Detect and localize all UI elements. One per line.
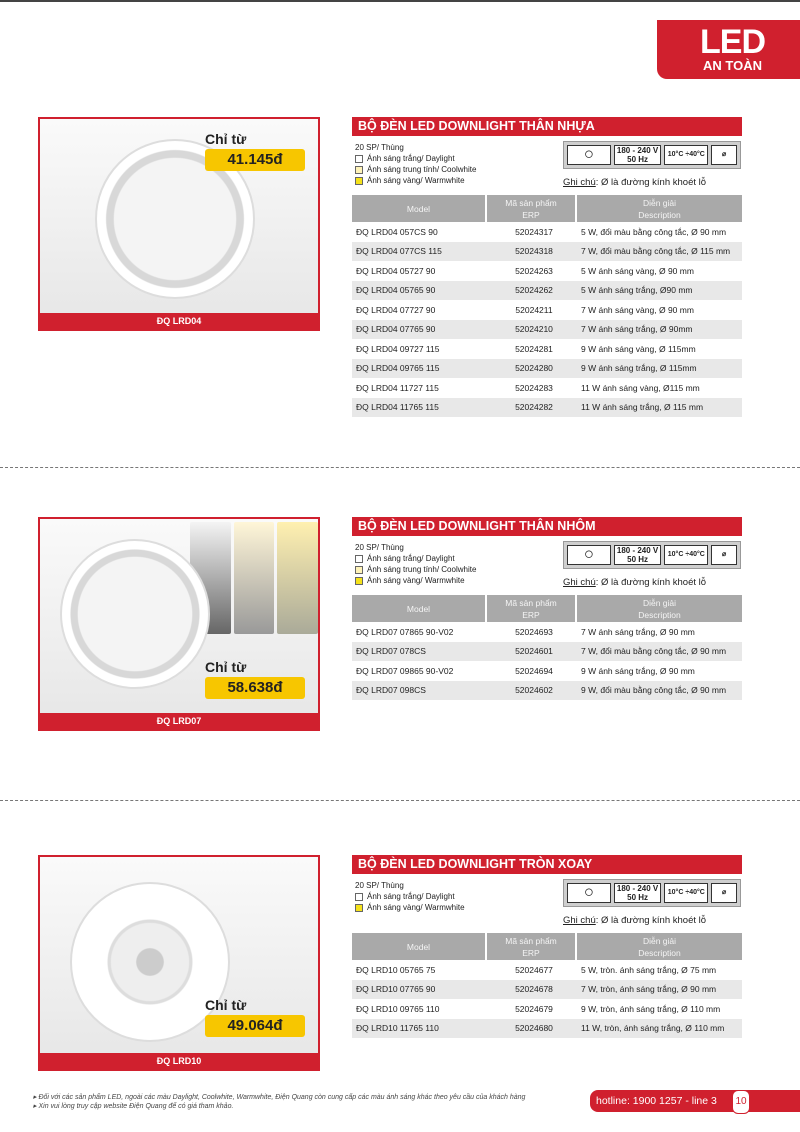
color-swatch-icon <box>355 577 363 585</box>
temperature-spec: 10°C ÷40°C <box>664 145 708 165</box>
model-cell: ĐQ LRD04 11765 115 <box>352 398 487 418</box>
color-swatch-icon <box>355 904 363 912</box>
table-row <box>352 622 742 642</box>
table-row <box>352 681 742 701</box>
erp-cell: 52024317 <box>515 226 553 237</box>
description-cell: 5 W ánh sáng trắng, Ø90 mm <box>577 281 742 301</box>
erp-cell: 52024263 <box>515 265 553 276</box>
cutout-diameter-icon: ◯ <box>567 545 611 565</box>
page-number: 10 <box>732 1090 750 1114</box>
section-divider <box>0 467 800 468</box>
product-code-caption: ĐQ LRD10 <box>40 1053 318 1069</box>
note: Ghi chú: Ø là đường kính khoét lỗ <box>563 177 707 188</box>
lifetime-icon: ⌀ <box>711 145 737 165</box>
description-cell: 5 W, tròn. ánh sáng trắng, Ø 75 mm <box>581 964 717 975</box>
description-cell: 11 W, tròn, ánh sáng trắng, Ø 110 mm <box>577 1019 742 1039</box>
model-cell: ĐQ LRD04 077CS 115 <box>352 242 487 262</box>
packaging-info: 20 SP/ Thùng Ánh sáng trắng/ Daylight Ánh sáng trung tính/ Coolwhite Ánh sáng vàng/ Warmwhite <box>355 143 477 185</box>
table-row <box>352 242 742 262</box>
erp-cell: 52024678 <box>487 980 577 1000</box>
product-code-caption: ĐQ LRD07 <box>40 713 318 729</box>
description-cell: 11 W ánh sáng vàng, Ø115 mm <box>581 382 700 393</box>
section-title: BỘ ĐÈN LED DOWNLIGHT THÂN NHỰA <box>352 117 742 136</box>
col-erp: Mã sản phẩm ERP <box>487 933 577 960</box>
table-row <box>352 378 742 398</box>
model-cell: ĐQ LRD04 05765 90 <box>352 281 487 301</box>
table-row <box>352 999 742 1019</box>
top-border <box>0 0 800 2</box>
description-cell: 7 W, đổi màu bằng công tắc, Ø 90 mm <box>577 642 742 662</box>
packaging-info: 20 SP/ Thùng Ánh sáng trắng/ Daylight Ánh sáng vàng/ Warmwhite <box>355 881 465 912</box>
table-header <box>352 595 742 622</box>
price-value: 58.638đ <box>205 677 305 699</box>
footer-notes: ▸ Đối với các sản phẩm LED, ngoài các màu Daylight, Coolwhite, Warmwhite, Điện Quang còn cung cấp các màu ánh sáng khác theo yêu cầu của khách hàng ▸ Xin vui lòng truy cập website Điện Quang để có giá tham khảo. <box>33 1094 526 1110</box>
price-badge: Chỉ từ 41.145đ <box>205 131 305 171</box>
light-option: Ánh sáng trung tính/ Coolwhite <box>355 564 476 575</box>
color-swatch-icon <box>355 566 363 574</box>
spec-icons <box>563 879 741 907</box>
table-row <box>352 261 742 281</box>
product-table <box>352 933 742 1038</box>
model-cell: ĐQ LRD04 09765 115 <box>352 359 487 379</box>
footer-note: Đối với các sản phẩm LED, ngoài các màu Daylight, Coolwhite, Warmwhite, Điện Quang còn cung cấp các màu ánh sáng khác theo yêu cầu của khách hàng <box>38 1094 526 1101</box>
product-card <box>38 855 320 1071</box>
model-cell: ĐQ LRD04 05727 90 <box>356 265 436 276</box>
erp-cell: 52024318 <box>487 242 577 262</box>
col-description: Diễn giải Description <box>577 595 742 622</box>
note: Ghi chú: Ø là đường kính khoét lỗ <box>563 577 707 588</box>
description-cell: 7 W ánh sáng trắng, Ø 90 mm <box>581 626 695 637</box>
model-cell: ĐQ LRD04 07727 90 <box>356 304 436 315</box>
light-option: Ánh sáng trắng/ Daylight <box>355 553 476 564</box>
model-cell: ĐQ LRD07 09865 90-V02 <box>356 665 454 676</box>
footer-note: Xin vui lòng truy cập website Điện Quang để có giá tham khảo. <box>38 1103 234 1110</box>
description-cell: 7 W ánh sáng vàng, Ø 90 mm <box>581 304 694 315</box>
product-table <box>352 595 742 700</box>
erp-cell: 52024680 <box>487 1019 577 1039</box>
model-cell: ĐQ LRD04 07765 90 <box>352 320 487 340</box>
erp-cell: 52024677 <box>515 964 553 975</box>
description-cell: 7 W, đổi màu bằng công tắc, Ø 115 mm <box>577 242 742 262</box>
spec-icons <box>563 141 741 169</box>
description-cell: 7 W, tròn, ánh sáng trắng, Ø 90 mm <box>577 980 742 1000</box>
erp-cell: 52024282 <box>487 398 577 418</box>
erp-cell: 52024602 <box>487 681 577 701</box>
cutout-diameter-icon: ◯ <box>567 145 611 165</box>
description-cell: 9 W, đổi màu bằng công tắc, Ø 90 mm <box>577 681 742 701</box>
description-cell: 9 W ánh sáng vàng, Ø 115mm <box>581 343 696 354</box>
col-model: Model <box>352 195 487 222</box>
cutout-diameter-icon: ◯ <box>567 883 611 903</box>
price-value: 41.145đ <box>205 149 305 171</box>
color-swatch-icon <box>355 893 363 901</box>
model-cell: ĐQ LRD04 11727 115 <box>356 382 439 393</box>
table-row <box>352 661 742 681</box>
table-row <box>352 281 742 301</box>
erp-cell: 52024283 <box>515 382 553 393</box>
section-title: BỘ ĐÈN LED DOWNLIGHT THÂN NHÔM <box>352 517 742 536</box>
product-code-caption: ĐQ LRD04 <box>40 313 318 329</box>
product-table <box>352 195 742 417</box>
erp-cell: 52024262 <box>487 281 577 301</box>
price-badge: Chỉ từ 58.638đ <box>205 659 305 699</box>
light-option: Ánh sáng vàng/ Warmwhite <box>355 175 476 186</box>
table-row <box>352 339 742 359</box>
table-row <box>352 359 742 379</box>
light-option: Ánh sáng trắng/ Daylight <box>355 891 465 902</box>
erp-cell: 52024211 <box>515 304 553 315</box>
note: Ghi chú: Ø là đường kính khoét lỗ <box>563 915 707 926</box>
spec-icons <box>563 541 741 569</box>
price-value: 49.064đ <box>205 1015 305 1037</box>
description-cell: 5 W ánh sáng vàng, Ø 90 mm <box>581 265 694 276</box>
table-row <box>352 398 742 418</box>
erp-cell: 52024281 <box>515 343 553 354</box>
lifetime-icon: ⌀ <box>711 883 737 903</box>
table-header <box>352 933 742 960</box>
light-option: Ánh sáng vàng/ Warmwhite <box>355 902 465 913</box>
table-row <box>352 222 742 242</box>
table-row <box>352 960 742 980</box>
hotline: hotline: 1900 1257 - line 3 <box>590 1090 800 1112</box>
col-description: Diễn giải Description <box>577 195 742 222</box>
description-cell: 5 W, đổi màu bằng công tắc, Ø 90 mm <box>581 226 727 237</box>
section-divider <box>0 800 800 801</box>
voltage-spec: 180 - 240 V 50 Hz <box>614 883 662 903</box>
erp-cell: 52024601 <box>487 642 577 662</box>
erp-cell: 52024280 <box>487 359 577 379</box>
color-swatch-icon <box>355 166 363 174</box>
model-cell: ĐQ LRD07 098CS <box>352 681 487 701</box>
model-cell: ĐQ LRD07 07865 90-V02 <box>356 626 454 637</box>
packaging-info: 20 SP/ Thùng Ánh sáng trắng/ Daylight Ánh sáng trung tính/ Coolwhite Ánh sáng vàng/ Warmwhite <box>355 543 477 585</box>
temperature-spec: 10°C ÷40°C <box>664 545 708 565</box>
color-swatch-icon <box>355 177 363 185</box>
product-card <box>38 117 320 331</box>
col-erp: Mã sản phẩm ERP <box>487 195 577 222</box>
col-model: Model <box>352 933 487 960</box>
erp-cell: 52024693 <box>515 626 553 637</box>
description-cell: 9 W ánh sáng trắng, Ø 115mm <box>577 359 742 379</box>
table-row <box>352 642 742 662</box>
description-cell: 11 W ánh sáng trắng, Ø 115 mm <box>577 398 742 418</box>
description-cell: 9 W ánh sáng trắng, Ø 90 mm <box>581 665 695 676</box>
model-cell: ĐQ LRD04 057CS 90 <box>356 226 438 237</box>
col-description: Diễn giải Description <box>577 933 742 960</box>
light-option: Ánh sáng vàng/ Warmwhite <box>355 575 476 586</box>
light-option: Ánh sáng trắng/ Daylight <box>355 153 476 164</box>
color-swatch-icon <box>355 555 363 563</box>
model-cell: ĐQ LRD10 11765 110 <box>352 1019 487 1039</box>
description-cell: 9 W, tròn, ánh sáng trắng, Ø 110 mm <box>581 1003 721 1014</box>
col-erp: Mã sản phẩm ERP <box>487 595 577 622</box>
led-an-toan-logo: LED AN TOÀN <box>657 20 800 79</box>
product-card <box>38 517 320 731</box>
lifetime-icon: ⌀ <box>711 545 737 565</box>
table-row <box>352 1019 742 1039</box>
voltage-spec: 180 - 240 V 50 Hz <box>614 545 662 565</box>
table-row <box>352 300 742 320</box>
table-row <box>352 320 742 340</box>
model-cell: ĐQ LRD04 09727 115 <box>356 343 440 354</box>
voltage-spec: 180 - 240 V 50 Hz <box>614 145 662 165</box>
table-header <box>352 195 742 222</box>
col-model: Model <box>352 595 487 622</box>
erp-cell: 52024679 <box>515 1003 553 1014</box>
description-cell: 7 W ánh sáng trắng, Ø 90mm <box>577 320 742 340</box>
color-swatch-icon <box>355 155 363 163</box>
model-cell: ĐQ LRD10 07765 90 <box>352 980 487 1000</box>
erp-cell: 52024210 <box>487 320 577 340</box>
downlight-image <box>60 539 210 689</box>
temperature-spec: 10°C ÷40°C <box>664 883 708 903</box>
model-cell: ĐQ LRD10 05765 75 <box>356 964 436 975</box>
model-cell: ĐQ LRD07 078CS <box>352 642 487 662</box>
section-title: BỘ ĐÈN LED DOWNLIGHT TRÒN XOAY <box>352 855 742 874</box>
table-row <box>352 980 742 1000</box>
light-option: Ánh sáng trung tính/ Coolwhite <box>355 164 476 175</box>
erp-cell: 52024694 <box>515 665 553 676</box>
model-cell: ĐQ LRD10 09765 110 <box>356 1003 440 1014</box>
price-badge: Chỉ từ 49.064đ <box>205 997 305 1037</box>
